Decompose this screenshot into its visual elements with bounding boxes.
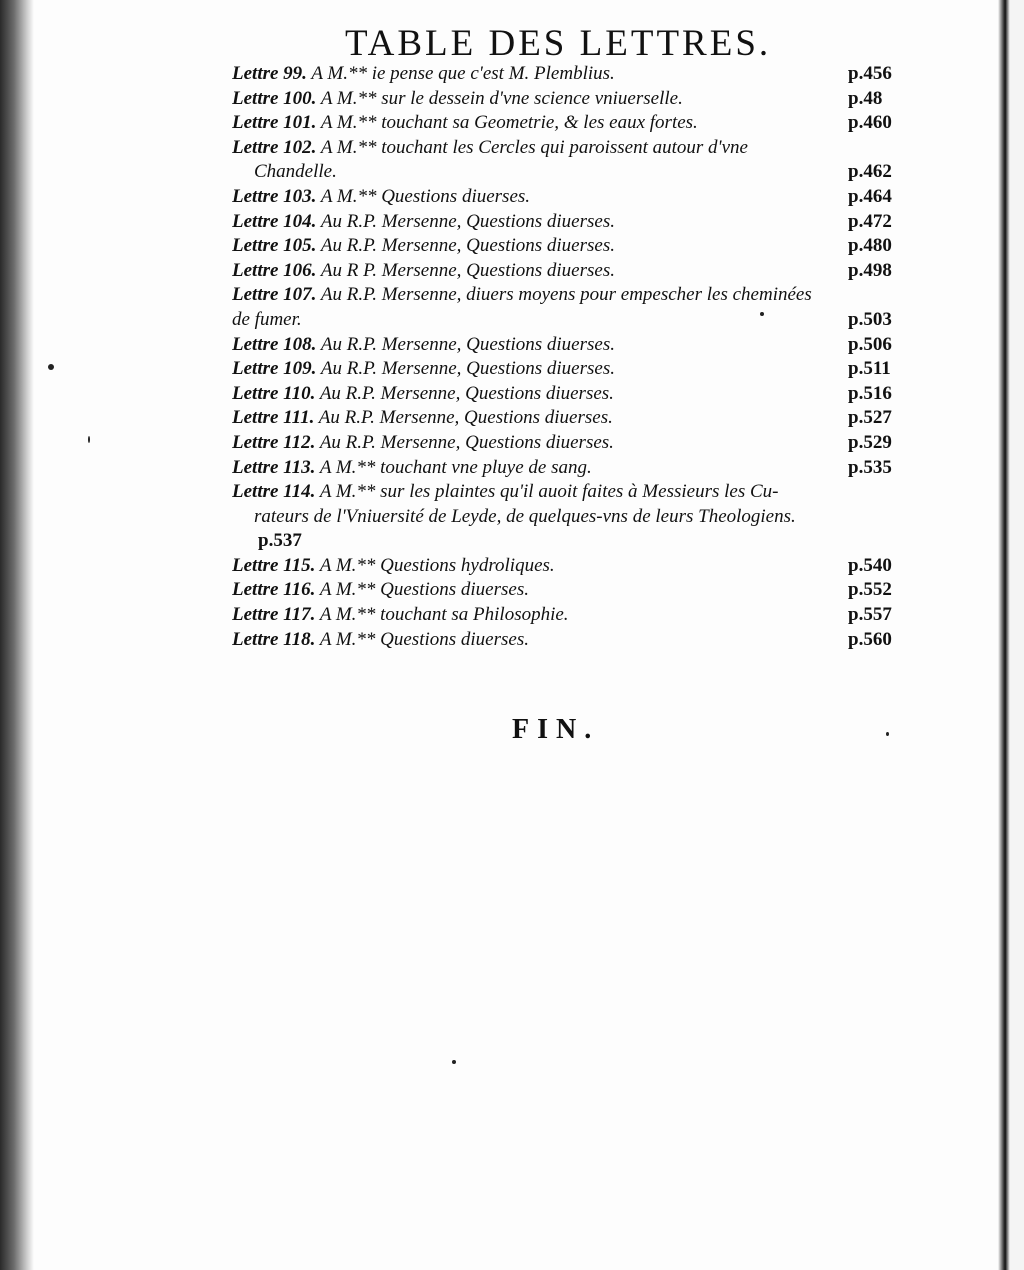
entry-text-group [232,554,555,579]
letter-description: A M.** touchant sa Geometrie, & les eaux fortes. [320,112,698,134]
table-entry [232,283,910,332]
page-reference: p.464 [848,185,892,207]
table-entry [232,357,910,382]
letter-number: Lettre 112. [232,431,316,453]
entry-line [232,406,910,431]
table-entry [232,87,910,112]
table-entry [232,456,910,481]
letter-description: A M.** sur les plaintes qu'il auoit faites à Messieurs les Cu- [319,481,779,503]
table-of-letters [232,62,910,652]
letter-description: A M.** Questions diuerses. [320,185,531,207]
entry-line [232,603,910,628]
entry-text-group [232,210,615,235]
letter-number: Lettre 101. [232,112,317,134]
letter-number: Lettre 117. [232,604,316,626]
entry-text-group [232,603,569,628]
entry-text-group [232,87,683,112]
entry-text-group [232,62,615,87]
letter-description: A M.** Questions hydroliques. [319,554,555,576]
entry-line [232,333,910,358]
letter-description: Au R.P. Mersenne, Questions diuerses. [320,235,615,257]
table-entry [232,259,910,284]
entry-text-group [232,136,748,161]
letter-description: Au R.P. Mersenne, Questions diuerses. [320,333,615,355]
page-reference: p.472 [848,210,892,232]
entry-line [232,234,910,259]
scan-speck [452,1060,456,1064]
entry-text-group [232,578,529,603]
page-reference: p.537 [258,530,302,552]
page-reference: p.480 [848,235,892,257]
page-reference: p.506 [848,333,892,355]
page-reference: p.557 [848,604,892,626]
entry-text-group [232,234,615,259]
scan-speck [48,364,54,370]
table-entry [232,333,910,358]
letter-description: Au R.P. Mersenne, Questions diuerses. [318,407,613,429]
letter-description: Au R P. Mersenne, Questions diuerses. [320,259,615,281]
table-entry [232,480,910,554]
table-entry [232,185,910,210]
entry-line [232,283,910,308]
page-reference: p.529 [848,431,892,453]
scan-speck [88,436,90,443]
letter-number: Lettre 103. [232,185,317,207]
letter-number: Lettre 100. [232,87,317,109]
entry-line [232,578,910,603]
table-entry [232,382,910,407]
page-reference: p.503 [848,308,892,330]
table-entry [232,210,910,235]
page-reference: p.560 [848,628,892,650]
letter-number: Lettre 104. [232,210,317,232]
entry-line [232,111,910,136]
entry-line [232,136,910,161]
page-reference: p.511 [848,358,891,380]
scan-speck [886,732,889,736]
letter-description: A M.** touchant les Cercles qui paroissent autour d'vne [320,136,748,158]
entry-line [232,210,910,235]
entry-text-group [232,406,613,431]
letter-description: A M.** ie pense que c'est M. Plemblius. [311,63,615,84]
letter-number: Lettre 108. [232,333,317,355]
page-edge-right [998,0,1010,1270]
page-title: TABLE DES LETTRES. [345,23,772,64]
letter-number: Lettre 113. [232,456,316,478]
page-reference: p.527 [848,407,892,429]
entry-line [232,554,910,579]
letter-description: Au R.P. Mersenne, Questions diuerses. [320,210,615,232]
table-entry [232,431,910,456]
letter-number: Lettre 114. [232,481,316,503]
letter-description: A M.** Questions diuerses. [319,628,529,650]
entry-text-group [232,628,529,653]
table-entry [232,406,910,431]
entry-line [232,357,910,382]
table-entry [232,111,910,136]
letter-description: Au R.P. Mersenne, Questions diuerses. [319,431,614,453]
page-margin-right [1010,0,1024,1270]
letter-description-continued: de fumer. [232,308,302,330]
entry-line [232,480,910,505]
entry-text-group [232,382,614,407]
letter-description: A M.** sur le dessein d'vne science vniuerselle. [320,87,683,109]
entry-text-group [232,185,530,210]
letter-description-continued: Chandelle. [254,161,337,183]
entry-line [232,185,910,210]
letter-description: A M.** Questions diuerses. [319,579,529,601]
letter-description: A M.** touchant vne pluye de sang. [319,456,592,478]
page-reference: p.462 [848,161,892,183]
entry-line [232,456,910,481]
page-reference: p.535 [848,456,892,478]
entry-line [232,628,910,653]
entry-continuation-line [232,160,910,185]
entry-text-group [232,111,698,136]
entry-text-group [232,480,778,505]
table-entry [232,234,910,259]
page-reference: p.540 [848,554,892,576]
table-entry [232,136,910,185]
page-reference: p.48 [848,87,883,109]
letter-number: Lettre 116. [232,579,316,601]
entry-line [232,62,910,87]
letter-number: Lettre 106. [232,259,317,281]
table-entry [232,554,910,579]
entry-line [232,382,910,407]
letter-number: Lettre 111. [232,407,315,429]
entry-continuation-line [232,308,910,333]
letter-number: Lettre 102. [232,136,317,158]
entry-text-group [232,259,615,284]
entry-line [232,87,910,112]
entry-text-group [232,431,614,456]
letter-description-continued: rateurs de l'Vniuersité de Leyde, de quelques-vns de leurs Theologiens. [254,505,796,527]
table-entry [232,628,910,653]
letter-number: Lettre 109. [232,358,317,380]
table-entry [232,62,910,87]
page-reference: p.456 [848,63,892,84]
letter-number: Lettre 110. [232,382,316,404]
table-entry [232,578,910,603]
letter-description: Au R.P. Mersenne, diuers moyens pour empescher les cheminées [320,284,812,306]
entry-text-group [232,333,615,358]
letter-number: Lettre 115. [232,554,316,576]
letter-number: Lettre 118. [232,628,316,650]
page-reference: p.516 [848,382,892,404]
page-shadow-left [0,0,34,1270]
page-reference: p.460 [848,112,892,134]
table-entry [232,603,910,628]
letter-number: Lettre 105. [232,235,317,257]
page-reference: p.552 [848,579,892,601]
letter-description: Au R.P. Mersenne, Questions diuerses. [319,382,614,404]
letter-description: A M.** touchant sa Philosophie. [319,604,569,626]
entry-line [232,431,910,456]
entry-text-group [232,283,812,308]
entry-text-group [232,456,592,481]
entry-text-group [232,357,615,382]
entry-continuation-line [232,505,910,530]
scan-speck [760,312,764,316]
letter-number: Lettre 107. [232,284,317,306]
letter-description: Au R.P. Mersenne, Questions diuerses. [320,358,615,380]
page-reference: p.498 [848,259,892,281]
entry-line [232,259,910,284]
letter-number: Lettre 99. [232,63,307,84]
fin-heading: FIN. [512,714,600,745]
